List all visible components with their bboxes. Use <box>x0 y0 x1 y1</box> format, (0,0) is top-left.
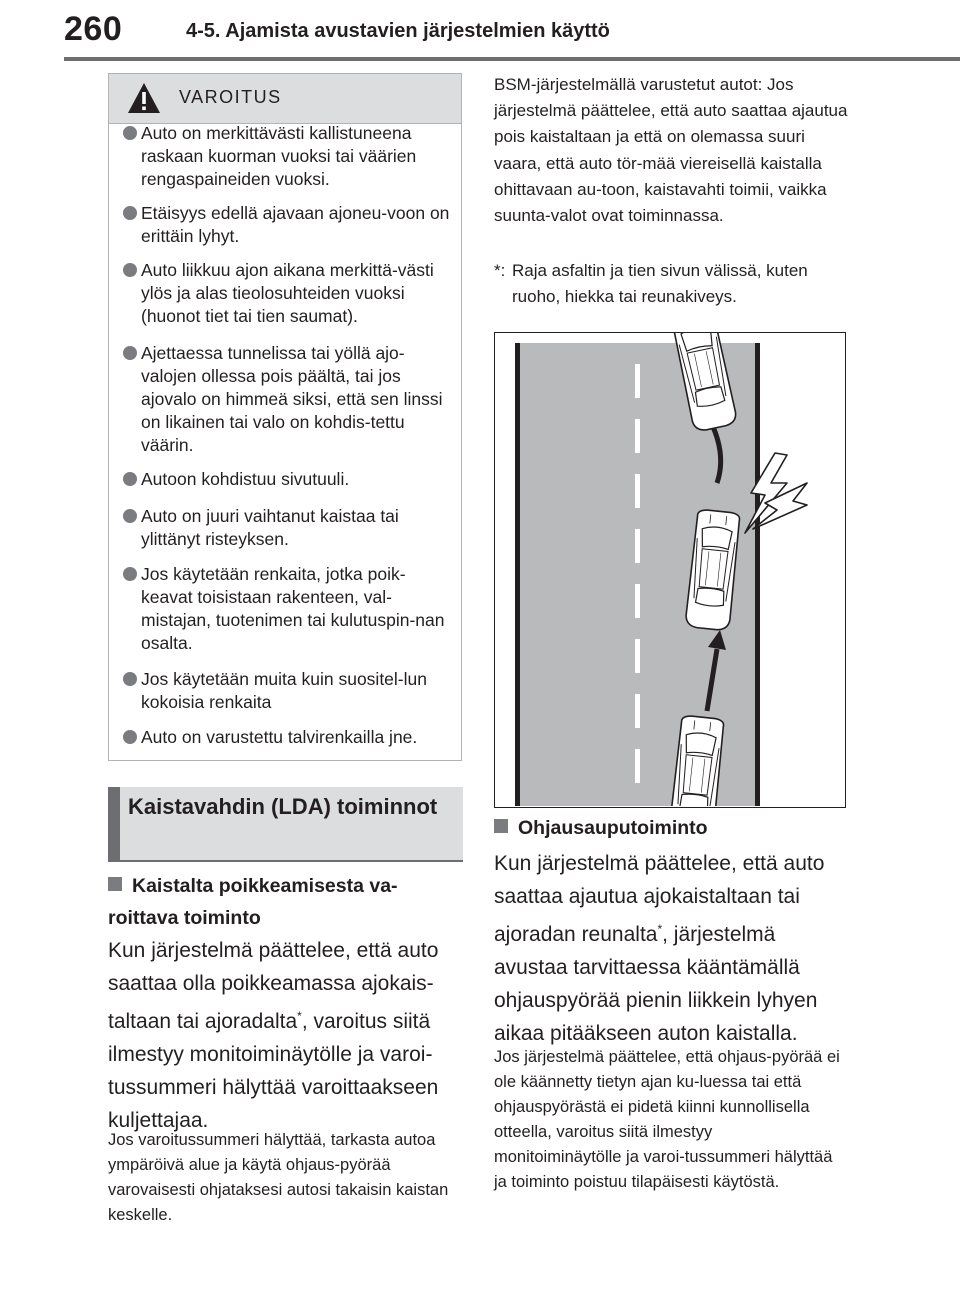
lda-heading: Kaistavahdin (LDA) toiminnot <box>128 794 438 819</box>
warning-item: Auto on merkittävästi kallistuneena raskaan kuorman vuoksi tai väärien rengaspaineiden vuoksi. <box>123 122 453 191</box>
heading-accent-bar <box>108 787 120 860</box>
warning-item: Jos käytetään muita kuin suositel-lun kokoisia renkaita <box>123 668 453 714</box>
departure-body: Kun järjestelmä päättelee, että auto saattaa olla poikkeamassa ajokais-taltaan tai ajoradalta*, varoitus siitä ilmestyy monitoiminäytölle ja varoi-tussummeri hälyttää varoittaakseen kuljettajaa. <box>108 939 439 1132</box>
warning-title: VAROITUS <box>179 87 282 107</box>
square-bullet-icon <box>494 819 508 833</box>
warning-triangle-icon <box>127 82 161 114</box>
bullet-icon <box>123 730 137 744</box>
square-bullet-icon <box>108 877 122 891</box>
warning-item: Auto on varustettu talvirenkailla jne. <box>123 726 453 749</box>
lda-heading-box <box>108 787 463 860</box>
bullet-icon <box>123 263 137 277</box>
bullet-icon <box>123 672 137 686</box>
section-title: 4-5. Ajamista avustavien järjestelmien käyttö <box>186 20 610 42</box>
warning-item: Etäisyys edellä ajavaan ajoneu-voon on erittäin lyhyt. <box>123 202 453 248</box>
steering-heading: Ohjausauputoiminto <box>494 812 854 844</box>
departure-heading: Kaistalta poikkeamisesta va-roittava toiminto <box>108 875 398 929</box>
heading-rule <box>108 860 463 862</box>
steering-body: Kun järjestelmä päättelee, että auto saattaa ajautua ajokaistaltaan tai ajoradan reunalta*, järjestelmä avustaa tarvittaessa kääntämällä ohjauspyörää pienin liikkein lyhyen aikaa pitääkseen auton kaistalla. <box>494 852 825 1045</box>
road-illustration <box>495 333 844 806</box>
footnote <box>494 258 854 310</box>
bullet-icon <box>123 509 137 523</box>
header-rule <box>64 57 960 61</box>
warning-item: Auto on juuri vaihtanut kaistaa tai ylittänyt risteyksen. <box>123 505 453 551</box>
page-header <box>0 0 960 62</box>
warning-header <box>109 74 461 124</box>
page-number: 260 <box>64 10 123 48</box>
bsm-paragraph: BSM-järjestelmällä varustetut autot: Jos järjestelmä päättelee, että auto saattaa ajautua pois kaistaltaan ja että on olemassa suuri vaara, että auto tör-mää viereisellä kaistalla ohittavaan au-toon, kaistavahti toimii, vaikka suunta-valot ovat toiminnassa. <box>494 75 848 226</box>
warning-item: Jos käytetään renkaita, jotka poik-keavat toisistaan rakenteen, val-mistajan, tuotenimen tai kulutuspin-nan osalta. <box>123 563 453 655</box>
bullet-icon <box>123 206 137 220</box>
footnote-mark: *: <box>494 261 506 280</box>
warning-box <box>108 73 462 761</box>
departure-note: Jos varoitussummeri hälyttää, tarkasta autoa ympäröivä alue ja käytä ohjaus-pyörää varovaisesti ohjataksesi autosi takaisin kaistan keskelle. <box>108 1131 449 1224</box>
bullet-icon <box>123 126 137 140</box>
warning-item: Auto liikkuu ajon aikana merkittä-västi ylös ja alas tieolosuhteiden vuoksi (huonot tiet tai tien saumat). <box>123 259 453 328</box>
warning-item: Ajettaessa tunnelissa tai yöllä ajo-valojen ollessa pois päältä, tai jos ajovalo on himmeä siksi, että sen linssi on likainen tai valo on kohdis-tettu väärin. <box>123 342 453 457</box>
warning-item: Autoon kohdistuu sivutuuli. <box>123 468 453 491</box>
lane-assist-illustration <box>494 332 846 808</box>
footnote-text: Raja asfaltin ja tien sivun välissä, kuten ruoho, hiekka tai reunakiveys. <box>512 261 808 306</box>
bullet-icon <box>123 567 137 581</box>
bullet-icon <box>123 472 137 486</box>
steering-note: Jos järjestelmä päättelee, että ohjaus-pyörää ei ole käännetty tietyn ajan ku-luessa tai että ohjauspyörästä ei pidetä kiinni kunnollisella otteella, varoitus siitä ilmestyy monitoiminäytölle ja varoi-tussummeri hälyttää ja toiminto poistuu tilapäisesti käytöstä. <box>494 1048 840 1191</box>
bullet-icon <box>123 346 137 360</box>
